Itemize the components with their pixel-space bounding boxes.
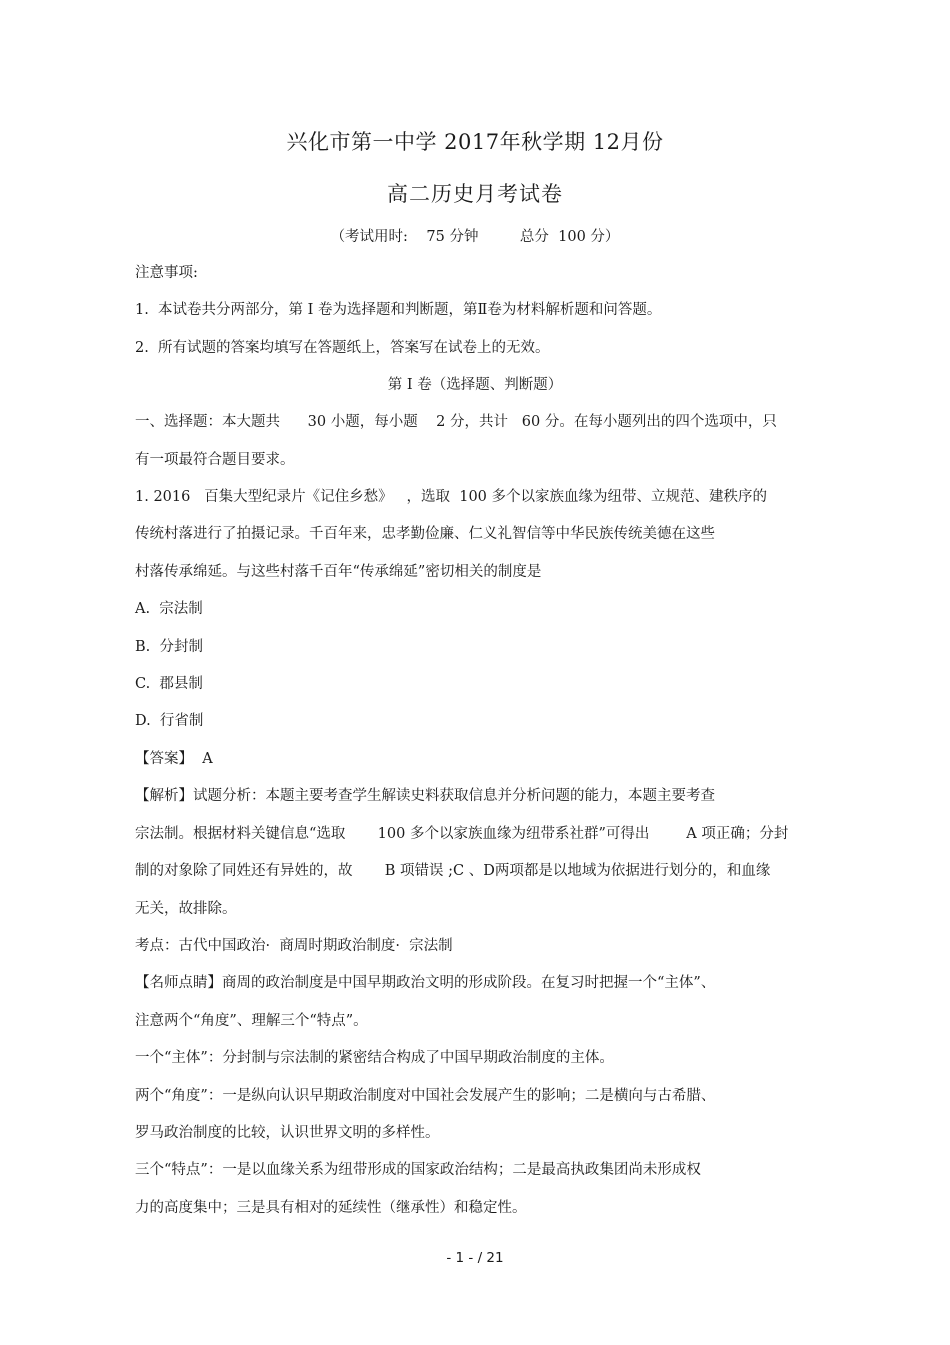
option-b: B. 分封制 — [135, 639, 203, 655]
answer-line: 【答案】 A — [135, 751, 213, 767]
notes-heading: 注意事项: — [135, 265, 198, 281]
analysis-line-2: 宗法制。根据材料关键信息“选取 100 多个以家族血缘为纽带系社群”可得出 A 项正确；分封 — [135, 826, 789, 842]
note-item-2: 2. 所有试题的答案均填写在答题纸上，答案写在试卷上的无效。 — [135, 340, 550, 356]
exam-paper-title: 高二历史月考试卷 — [387, 182, 563, 206]
analysis-line-4: 无关，故排除。 — [135, 901, 237, 917]
option-d: D. 行省制 — [135, 713, 204, 729]
tips-line-2: 注意两个“角度”、理解三个“特点”。 — [135, 1013, 368, 1029]
tips-line-6: 三个“特点”：一是以血缘关系为纽带形成的国家政治结构；二是最高执政集团尚未形成权 — [135, 1162, 701, 1178]
instructions-line-2: 有一项最符合题目要求。 — [135, 452, 295, 468]
tips-line-4: 两个“角度”：一是纵向认识早期政治制度对中国社会发展产生的影响；二是横向与古希腊、 — [135, 1088, 716, 1104]
page-number: - 1 - / 21 — [446, 1250, 504, 1266]
question-stem-line-2: 传统村落进行了拍摄记录。千百年来，忠孝勤俭廉、仁义礼智信等中华民族传统美德在这些 — [135, 526, 715, 542]
exam-school-title: 兴化市第一中学 2017年秋学期 12月份 — [286, 130, 664, 154]
tips-line-5: 罗马政治制度的比较，认识世界文明的多样性。 — [135, 1125, 440, 1141]
instructions-line-1: 一、选择题：本大题共 30 小题，每小题 2 分，共计 60 分。在每小题列出的四个选项中，只 — [135, 414, 777, 430]
tips-line-1: 【名师点睛】商周的政治制度是中国早期政治文明的形成阶段。在复习时把握一个“主体”、 — [135, 975, 716, 991]
option-c: C. 郡县制 — [135, 676, 203, 692]
analysis-line-3: 制的对象除了同姓还有异姓的，故 B 项错误 ;C 、D两项都是以地域为依据进行划分的，和血缘 — [135, 863, 771, 879]
question-stem-line-3: 村落传承绵延。与这些村落千百年“传承绵延”密切相关的制度是 — [135, 564, 542, 580]
tips-line-7: 力的高度集中；三是具有相对的延续性（继承性）和稳定性。 — [135, 1200, 527, 1216]
part1-heading: 第 I 卷（选择题、判断题） — [387, 377, 563, 393]
question-stem-line-1: 1. 2016 百集大型纪录片《记住乡愁》 ，选取 100 多个以家族血缘为纽带、立规范、建秩序的 — [135, 489, 767, 505]
kaodian-line: 考点：古代中国政治· 商周时期政治制度· 宗法制 — [135, 938, 453, 954]
exam-time-score-info: （考试用时: 75 分钟 总分 100 分） — [330, 229, 620, 245]
option-a: A. 宗法制 — [135, 601, 203, 617]
note-item-1: 1. 本试卷共分两部分，第 I 卷为选择题和判断题，第Ⅱ卷为材料解析题和问答题。 — [135, 302, 662, 318]
tips-line-3: 一个“主体”：分封制与宗法制的紧密结合构成了中国早期政治制度的主体。 — [135, 1050, 614, 1066]
analysis-line-1: 【解析】试题分析：本题主要考查学生解读史料获取信息并分析问题的能力，本题主要考查 — [135, 788, 715, 804]
